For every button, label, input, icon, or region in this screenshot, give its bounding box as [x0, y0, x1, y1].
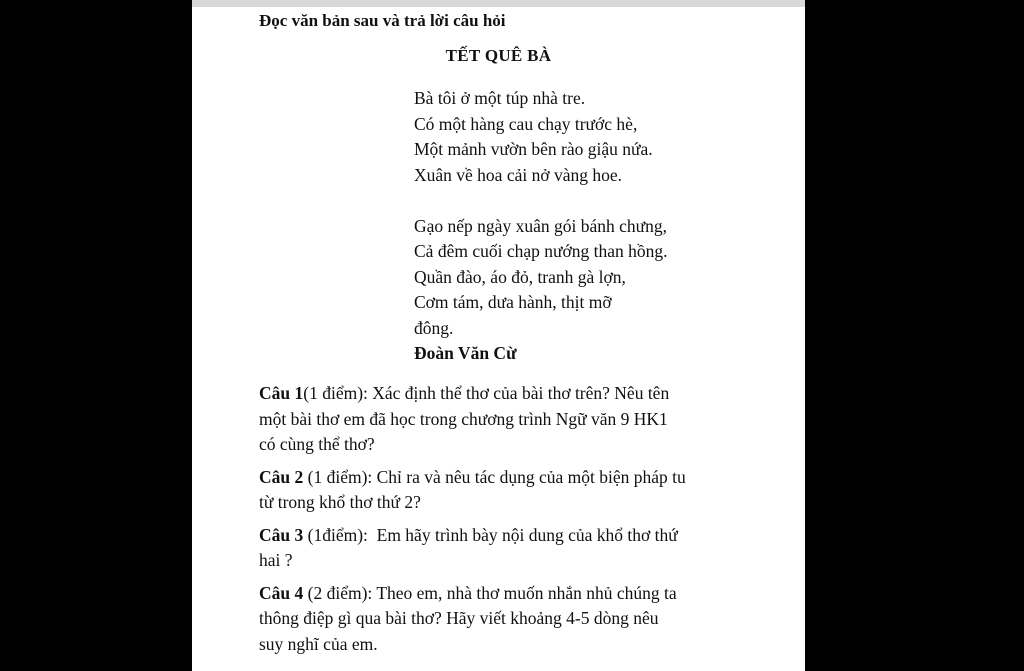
poem-line: Bà tôi ở một túp nhà tre. — [414, 88, 586, 108]
question-label: Câu 1 — [259, 383, 304, 403]
poem-line: Cả đêm cuối chạp nướng than hồng. — [414, 241, 668, 261]
question-line — [259, 581, 759, 607]
question-line — [259, 465, 759, 491]
question-line — [259, 523, 759, 549]
question-line: có cùng thể thơ? — [259, 434, 375, 454]
question-text: (2 điểm): Theo em, nhà thơ muốn nhắn nhủ chúng ta — [303, 582, 677, 603]
instruction-heading: Đọc văn bản sau và trả lời câu hỏi — [259, 11, 506, 30]
poem-author: Đoàn Văn Cừ — [414, 343, 517, 363]
question-text: (1điểm): Em hãy trình bày nội dung của khổ thơ thứ — [303, 524, 678, 545]
question-2 — [259, 465, 759, 516]
question-label: Câu 4 — [259, 582, 304, 603]
question-line: một bài thơ em đã học trong chương trình Ngữ văn 9 HK1 — [259, 408, 668, 429]
question-4 — [259, 581, 759, 658]
question-line: thông điệp gì qua bài thơ? Hãy viết khoảng 4-5 dòng nêu — [259, 608, 659, 628]
question-list — [259, 381, 759, 664]
poem-title: TẾT QUÊ BÀ — [445, 46, 552, 65]
poem-body — [414, 86, 754, 367]
top-border-strip — [192, 0, 805, 7]
question-line — [259, 381, 759, 407]
question-label: Câu 3 — [259, 524, 304, 545]
poem-line: Cơm tám, dưa hành, thịt mỡ — [414, 292, 612, 312]
question-text: (1 điểm): Chỉ ra và nêu tác dụng của một biện pháp tu — [303, 466, 686, 487]
question-label: Câu 2 — [259, 466, 304, 487]
poem-line: Xuân về hoa cải nở vàng hoe. — [414, 164, 623, 185]
stanza-gap — [414, 188, 754, 214]
poem-line: Một mảnh vườn bên rào giậu nứa. — [414, 139, 653, 159]
poem-line: Có một hàng cau chạy trước hè, — [414, 113, 638, 134]
poem-line: Quần đào, áo đỏ, tranh gà lợn, — [414, 266, 626, 287]
question-1 — [259, 381, 759, 458]
document-page — [192, 0, 805, 671]
question-text: (1 điểm): Xác định thể thơ của bài thơ trên? Nêu tên — [303, 383, 670, 403]
question-line: hai ? — [259, 550, 293, 570]
question-line: từ trong khổ thơ thứ 2? — [259, 492, 421, 512]
poem-line: đông. — [414, 317, 454, 338]
poem-line: Gạo nếp ngày xuân gói bánh chưng, — [414, 215, 667, 236]
question-3 — [259, 523, 759, 574]
question-line: suy nghĩ của em. — [259, 633, 378, 654]
